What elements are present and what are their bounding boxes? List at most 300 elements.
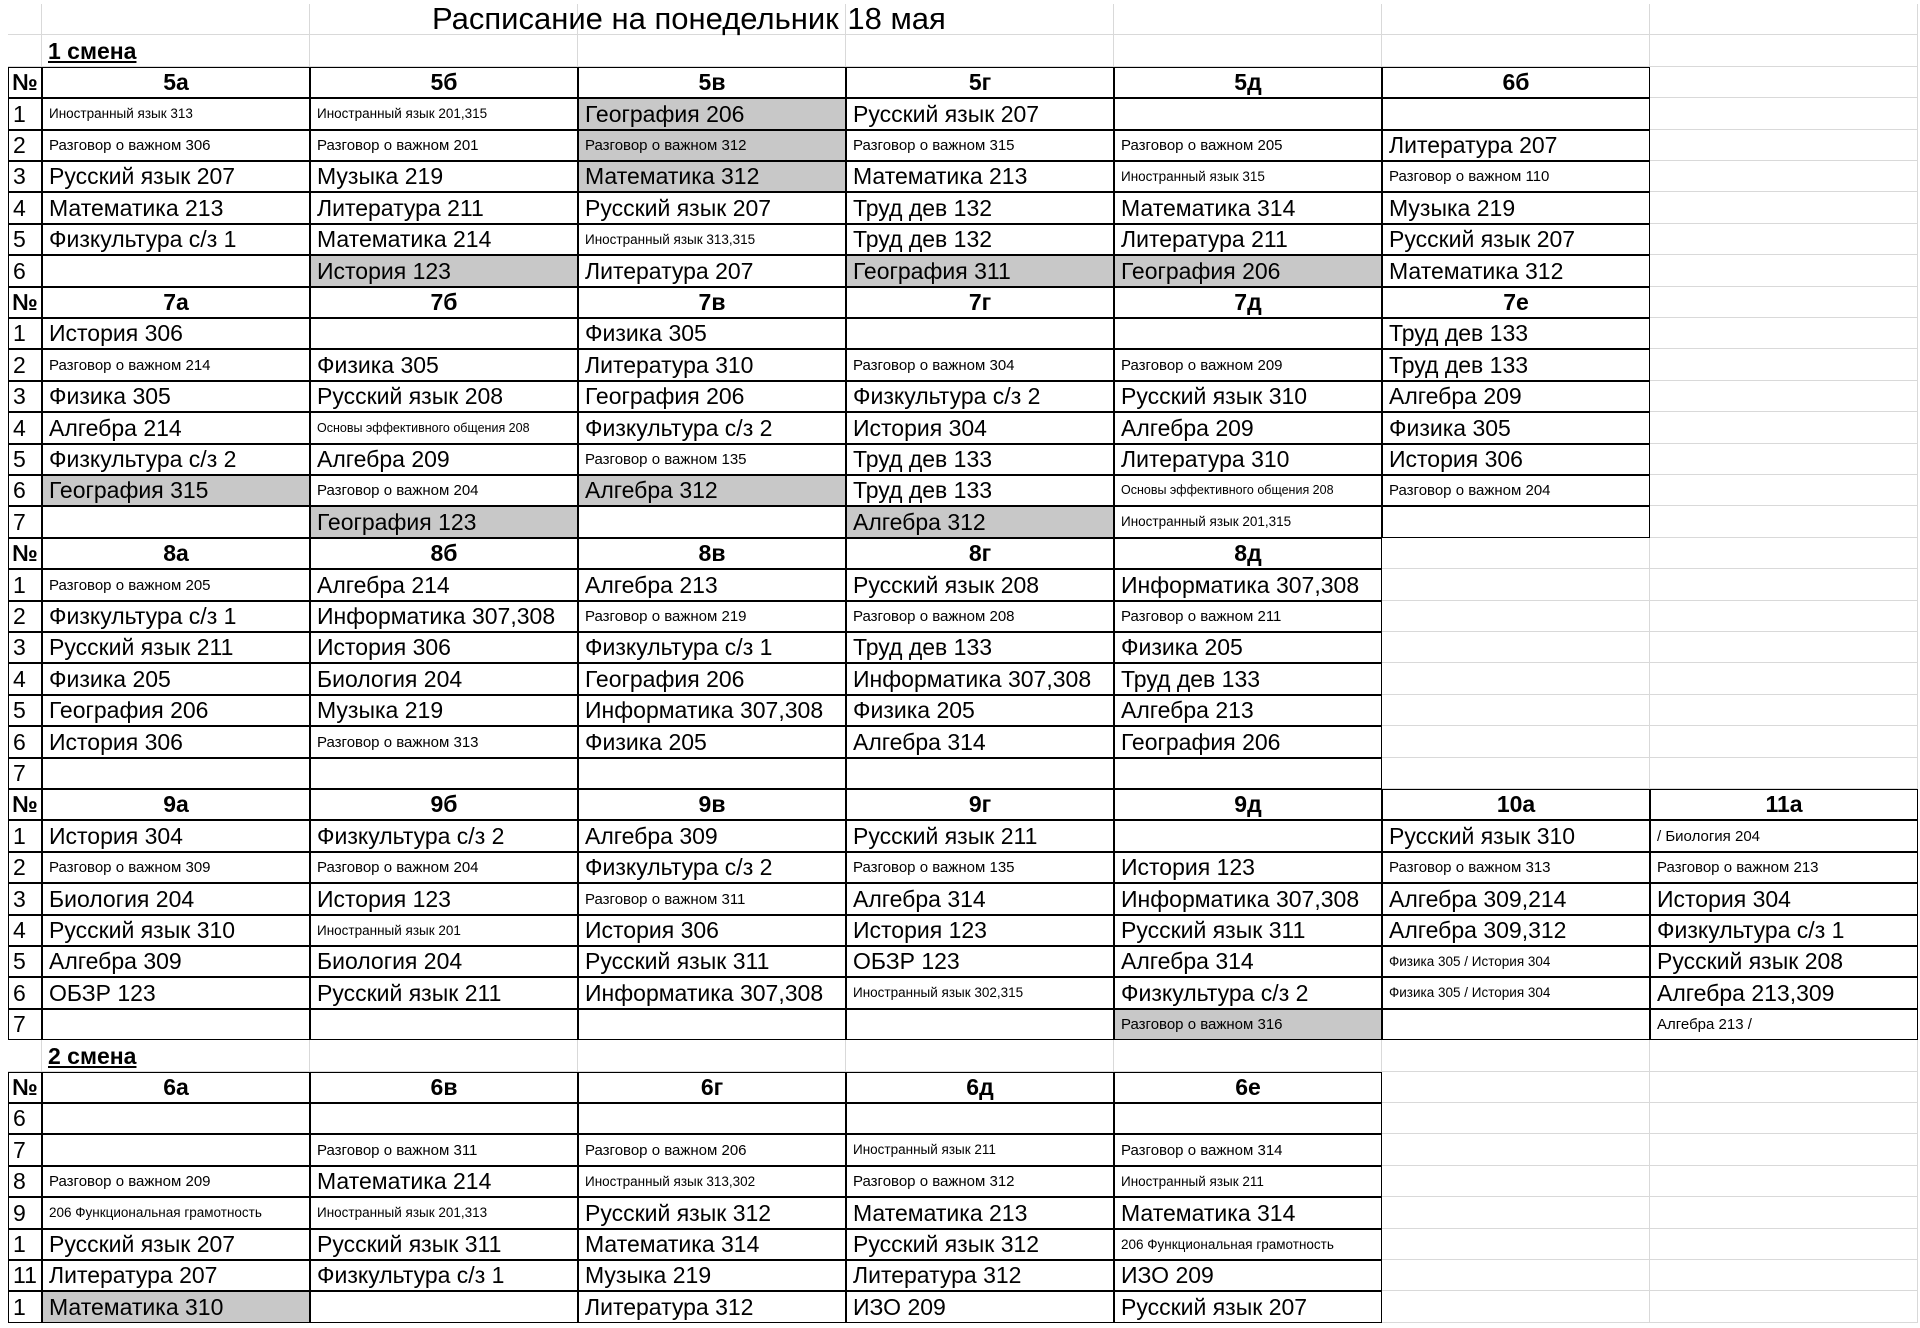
grid-cell: [1650, 1134, 1918, 1166]
lesson-cell: Русский язык 310: [42, 915, 310, 946]
lesson-cell: Иностранный язык 201,315: [310, 98, 578, 130]
grid-cell: [1650, 538, 1918, 569]
lesson-cell: Алгебра 209: [1382, 381, 1650, 412]
lesson-cell: Физкультура с/з 2: [42, 444, 310, 475]
grid-cell: [1382, 569, 1650, 601]
class-header: 7в: [578, 287, 846, 318]
lesson-cell: Русский язык 312: [846, 1229, 1114, 1260]
lesson-cell: Физика 205: [578, 726, 846, 758]
grid-cell: [1650, 161, 1918, 192]
lesson-cell: Иностранный язык 201,313: [310, 1197, 578, 1229]
lesson-cell: ИЗО 209: [846, 1291, 1114, 1323]
grid-cell: [1650, 35, 1918, 67]
lesson-cell: Физкультура с/з 1: [42, 601, 310, 632]
lesson-cell: Физика 305 / История 304: [1382, 977, 1650, 1009]
lesson-cell: Русский язык 311: [1114, 915, 1382, 946]
lesson-cell: География 206: [1114, 255, 1382, 287]
lesson-number: 7: [8, 758, 42, 789]
lesson-cell: [1114, 98, 1382, 130]
grid-cell: [846, 1040, 1114, 1072]
grid-cell: [1114, 1040, 1382, 1072]
lesson-cell: Разговор о важном 204: [1382, 475, 1650, 506]
class-header: 9г: [846, 789, 1114, 820]
grid-cell: [1650, 1197, 1918, 1229]
lesson-cell: Русский язык 208: [1650, 946, 1918, 977]
lesson-cell: Разговор о важном 135: [578, 444, 846, 475]
grid-cell: [1382, 1166, 1650, 1197]
lesson-cell: Иностранный язык 313: [42, 98, 310, 130]
lesson-cell: Алгебра 309,214: [1382, 883, 1650, 915]
grid-cell: [1382, 1072, 1650, 1103]
lesson-number: 4: [8, 915, 42, 946]
grid-cell: [1650, 381, 1918, 412]
lesson-cell: Иностранный язык 201,315: [1114, 506, 1382, 538]
grid-cell: [1382, 538, 1650, 569]
lesson-cell: Разговор о важном 209: [42, 1166, 310, 1197]
lesson-cell: Русский язык 207: [42, 1229, 310, 1260]
lesson-cell: [1114, 758, 1382, 789]
lesson-cell: Труд дев 132: [846, 192, 1114, 224]
grid-cell: [1650, 1166, 1918, 1197]
lesson-cell: ИЗО 209: [1114, 1260, 1382, 1291]
class-header: 5г: [846, 67, 1114, 98]
lesson-cell: Разговор о важном 313: [310, 726, 578, 758]
grid-cell: [1382, 663, 1650, 695]
lesson-cell: Алгебра 312: [578, 475, 846, 506]
grid-cell: [1650, 412, 1918, 444]
class-header: 7е: [1382, 287, 1650, 318]
lesson-cell: [578, 506, 846, 538]
lesson-number: 2: [8, 852, 42, 883]
grid-cell: [1650, 1229, 1918, 1260]
lesson-cell: Алгебра 213 /: [1650, 1009, 1918, 1040]
lesson-cell: География 206: [578, 98, 846, 130]
lesson-cell: Алгебра 209: [310, 444, 578, 475]
lesson-cell: Труд дев 132: [846, 224, 1114, 255]
lesson-cell: География 206: [578, 663, 846, 695]
lesson-cell: [1382, 506, 1650, 538]
class-header: 7д: [1114, 287, 1382, 318]
class-header: 5а: [42, 67, 310, 98]
lesson-cell: Алгебра 213: [1114, 695, 1382, 726]
lesson-cell: История 306: [310, 632, 578, 663]
lesson-cell: История 304: [1650, 883, 1918, 915]
lesson-cell: Разговор о важном 204: [310, 475, 578, 506]
class-header: 8в: [578, 538, 846, 569]
lesson-cell: Математика 213: [846, 1197, 1114, 1229]
grid-cell: [1382, 601, 1650, 632]
lesson-cell: Физкультура с/з 1: [310, 1260, 578, 1291]
lesson-number: 6: [8, 726, 42, 758]
grid-cell: [1382, 1040, 1650, 1072]
grid-cell: [1650, 1260, 1918, 1291]
lesson-number: 4: [8, 412, 42, 444]
lesson-cell: Физкультура с/з 1: [1650, 915, 1918, 946]
lesson-cell: Русский язык 208: [310, 381, 578, 412]
lesson-cell: Музыка 219: [310, 161, 578, 192]
class-header: 11а: [1650, 789, 1918, 820]
lesson-cell: Литература 310: [1114, 444, 1382, 475]
lesson-cell: География 311: [846, 255, 1114, 287]
lesson-cell: Физкультура с/з 2: [578, 412, 846, 444]
grid-cell: [8, 1040, 42, 1072]
lesson-cell: [310, 1291, 578, 1323]
class-header: 9в: [578, 789, 846, 820]
lesson-cell: [310, 1103, 578, 1134]
lesson-cell: Информатика 307,308: [578, 695, 846, 726]
class-header: 7б: [310, 287, 578, 318]
lesson-cell: География 206: [578, 381, 846, 412]
grid-cell: [1650, 1103, 1918, 1134]
lesson-cell: Математика 312: [578, 161, 846, 192]
grid-cell: [1650, 663, 1918, 695]
grid-cell: [1382, 1134, 1650, 1166]
grid-cell: [1650, 4, 1918, 35]
grid-cell: [1650, 255, 1918, 287]
lesson-cell: [846, 1103, 1114, 1134]
lesson-cell: Физкультура с/з 1: [578, 632, 846, 663]
lesson-cell: [310, 318, 578, 349]
class-header: 9б: [310, 789, 578, 820]
lesson-cell: Разговор о важном 213: [1650, 852, 1918, 883]
lesson-cell: Русский язык 207: [578, 192, 846, 224]
lesson-cell: Математика 214: [310, 1166, 578, 1197]
lesson-cell: Труд дев 133: [1382, 318, 1650, 349]
lesson-cell: Биология 204: [310, 946, 578, 977]
lesson-cell: 206 Функциональная грамотность: [1114, 1229, 1382, 1260]
page-title: Расписание на понедельник 18 мая: [432, 0, 946, 36]
class-header: 5д: [1114, 67, 1382, 98]
class-header: 9а: [42, 789, 310, 820]
lesson-cell: Разговор о важном 309: [42, 852, 310, 883]
lesson-number: 8: [8, 1166, 42, 1197]
lesson-cell: [42, 758, 310, 789]
lesson-cell: Физика 305: [578, 318, 846, 349]
lesson-cell: Алгебра 309: [578, 820, 846, 852]
lesson-cell: Разговор о важном 311: [578, 883, 846, 915]
lesson-cell: Математика 213: [42, 192, 310, 224]
lesson-cell: / Биология 204: [1650, 820, 1918, 852]
lesson-cell: [1382, 1009, 1650, 1040]
lesson-cell: Литература 207: [578, 255, 846, 287]
lesson-cell: Математика 314: [1114, 1197, 1382, 1229]
lesson-cell: [42, 506, 310, 538]
grid-cell: [1650, 349, 1918, 381]
lesson-cell: Литература 312: [846, 1260, 1114, 1291]
shift-1-label: 1 смена: [48, 37, 137, 64]
lesson-cell: Русский язык 207: [1382, 224, 1650, 255]
lesson-cell: История 306: [1382, 444, 1650, 475]
grid-cell: [42, 4, 310, 35]
lesson-cell: [578, 1103, 846, 1134]
lesson-cell: [42, 1103, 310, 1134]
class-header: 7г: [846, 287, 1114, 318]
lesson-cell: Разговор о важном 205: [1114, 130, 1382, 161]
lesson-cell: Физика 205: [1114, 632, 1382, 663]
lesson-number: 6: [8, 977, 42, 1009]
class-header: 8г: [846, 538, 1114, 569]
lesson-cell: Разговор о важном 211: [1114, 601, 1382, 632]
lesson-cell: Алгебра 309: [42, 946, 310, 977]
lesson-cell: Разговор о важном 312: [578, 130, 846, 161]
grid-cell: [1382, 695, 1650, 726]
lesson-number: 11: [8, 1260, 42, 1291]
class-header: 6в: [310, 1072, 578, 1103]
number-header: №: [8, 789, 42, 820]
grid-cell: [1114, 35, 1382, 67]
lesson-cell: Разговор о важном 311: [310, 1134, 578, 1166]
lesson-cell: Разговор о важном 206: [578, 1134, 846, 1166]
grid-cell: [1650, 632, 1918, 663]
lesson-number: 6: [8, 1103, 42, 1134]
lesson-cell: Физкультура с/з 2: [1114, 977, 1382, 1009]
lesson-cell: Труд дев 133: [1382, 349, 1650, 381]
lesson-cell: Разговор о важном 313: [1382, 852, 1650, 883]
lesson-number: 4: [8, 663, 42, 695]
grid-cell: [1650, 1040, 1918, 1072]
lesson-number: 1: [8, 318, 42, 349]
grid-cell: [1650, 98, 1918, 130]
lesson-cell: Алгебра 214: [310, 569, 578, 601]
lesson-cell: Информатика 307,308: [1114, 569, 1382, 601]
lesson-cell: Алгебра 214: [42, 412, 310, 444]
lesson-cell: Алгебра 309,312: [1382, 915, 1650, 946]
lesson-cell: Математика 314: [578, 1229, 846, 1260]
lesson-cell: Физика 305: [310, 349, 578, 381]
grid-cell: [1650, 758, 1918, 789]
lesson-cell: Разговор о важном 312: [846, 1166, 1114, 1197]
lesson-cell: Труд дев 133: [846, 632, 1114, 663]
lesson-cell: Алгебра 213,309: [1650, 977, 1918, 1009]
lesson-cell: [42, 255, 310, 287]
lesson-cell: География 206: [1114, 726, 1382, 758]
lesson-cell: Алгебра 312: [846, 506, 1114, 538]
lesson-cell: [846, 318, 1114, 349]
grid-cell: [1382, 1260, 1650, 1291]
lesson-cell: Алгебра 213: [578, 569, 846, 601]
lesson-cell: Разговор о важном 314: [1114, 1134, 1382, 1166]
lesson-cell: Разговор о важном 135: [846, 852, 1114, 883]
lesson-number: 1: [8, 820, 42, 852]
grid-cell: [578, 1040, 846, 1072]
lesson-cell: Математика 214: [310, 224, 578, 255]
lesson-cell: Литература 312: [578, 1291, 846, 1323]
lesson-cell: Русский язык 311: [310, 1229, 578, 1260]
lesson-cell: [1382, 98, 1650, 130]
grid-cell: [1650, 1072, 1918, 1103]
grid-cell: [1650, 67, 1918, 98]
grid-cell: [1382, 1291, 1650, 1323]
lesson-cell: Физкультура с/з 2: [310, 820, 578, 852]
lesson-cell: Труд дев 133: [846, 475, 1114, 506]
grid-cell: [1382, 1103, 1650, 1134]
lesson-cell: [1114, 820, 1382, 852]
lesson-cell: Физика 305 / История 304: [1382, 946, 1650, 977]
lesson-number: 1: [8, 1291, 42, 1323]
lesson-cell: Основы эффективного общения 208: [310, 412, 578, 444]
lesson-cell: Алгебра 314: [1114, 946, 1382, 977]
lesson-cell: Русский язык 211: [42, 632, 310, 663]
lesson-cell: История 304: [846, 412, 1114, 444]
lesson-number: 2: [8, 349, 42, 381]
lesson-cell: Иностранный язык 211: [1114, 1166, 1382, 1197]
class-header: 5в: [578, 67, 846, 98]
lesson-cell: [578, 1009, 846, 1040]
class-header: 9д: [1114, 789, 1382, 820]
lesson-number: 2: [8, 601, 42, 632]
lesson-cell: Иностранный язык 302,315: [846, 977, 1114, 1009]
grid-cell: [1382, 1197, 1650, 1229]
grid-cell: [1650, 130, 1918, 161]
class-header: 8б: [310, 538, 578, 569]
lesson-cell: ОБЗР 123: [42, 977, 310, 1009]
lesson-cell: Математика 312: [1382, 255, 1650, 287]
lesson-cell: Разговор о важном 306: [42, 130, 310, 161]
lesson-cell: Русский язык 211: [846, 820, 1114, 852]
lesson-cell: Математика 314: [1114, 192, 1382, 224]
class-header: 7а: [42, 287, 310, 318]
lesson-cell: Информатика 307,308: [310, 601, 578, 632]
class-header: 6а: [42, 1072, 310, 1103]
lesson-cell: Информатика 307,308: [578, 977, 846, 1009]
shift-2-label: 2 смена: [48, 1042, 137, 1069]
lesson-cell: Разговор о важном 316: [1114, 1009, 1382, 1040]
lesson-number: 1: [8, 98, 42, 130]
lesson-cell: Физика 205: [846, 695, 1114, 726]
lesson-cell: Литература 211: [1114, 224, 1382, 255]
lesson-cell: ОБЗР 123: [846, 946, 1114, 977]
lesson-number: 5: [8, 695, 42, 726]
lesson-cell: Физика 305: [42, 381, 310, 412]
lesson-cell: Биология 204: [42, 883, 310, 915]
lesson-number: 5: [8, 946, 42, 977]
lesson-cell: Русский язык 207: [1114, 1291, 1382, 1323]
grid-cell: [1382, 758, 1650, 789]
lesson-cell: Музыка 219: [310, 695, 578, 726]
lesson-cell: Математика 213: [846, 161, 1114, 192]
number-header: №: [8, 1072, 42, 1103]
lesson-cell: Разговор о важном 315: [846, 130, 1114, 161]
lesson-number: 6: [8, 255, 42, 287]
lesson-number: 1: [8, 1229, 42, 1260]
lesson-number: 7: [8, 506, 42, 538]
lesson-cell: Физика 305: [1382, 412, 1650, 444]
grid-cell: [1650, 601, 1918, 632]
lesson-number: 4: [8, 192, 42, 224]
grid-cell: [1382, 35, 1650, 67]
grid-cell: [1650, 192, 1918, 224]
grid-cell: [1382, 726, 1650, 758]
lesson-cell: Иностранный язык 315: [1114, 161, 1382, 192]
grid-cell: [1650, 695, 1918, 726]
lesson-cell: География 315: [42, 475, 310, 506]
grid-cell: [1650, 1291, 1918, 1323]
lesson-cell: История 304: [42, 820, 310, 852]
lesson-number: 5: [8, 224, 42, 255]
grid-cell: [8, 35, 42, 67]
class-header: 6г: [578, 1072, 846, 1103]
lesson-cell: Информатика 307,308: [1114, 883, 1382, 915]
number-header: №: [8, 67, 42, 98]
lesson-cell: Разговор о важном 110: [1382, 161, 1650, 192]
lesson-number: 3: [8, 883, 42, 915]
grid-cell: [1382, 1229, 1650, 1260]
lesson-number: 2: [8, 130, 42, 161]
lesson-cell: Русский язык 310: [1114, 381, 1382, 412]
lesson-cell: Музыка 219: [578, 1260, 846, 1291]
lesson-cell: Разговор о важном 304: [846, 349, 1114, 381]
lesson-number: 3: [8, 161, 42, 192]
lesson-cell: История 306: [42, 318, 310, 349]
lesson-cell: Иностранный язык 313,302: [578, 1166, 846, 1197]
class-header: 6б: [1382, 67, 1650, 98]
class-header: 10а: [1382, 789, 1650, 820]
grid-cell: [1382, 632, 1650, 663]
lesson-cell: Русский язык 211: [310, 977, 578, 1009]
lesson-cell: Литература 211: [310, 192, 578, 224]
lesson-cell: [42, 1134, 310, 1166]
lesson-cell: Музыка 219: [1382, 192, 1650, 224]
lesson-cell: История 306: [578, 915, 846, 946]
grid-cell: [1650, 475, 1918, 506]
lesson-cell: Иностранный язык 313,315: [578, 224, 846, 255]
lesson-number: 7: [8, 1134, 42, 1166]
lesson-cell: Информатика 307,308: [846, 663, 1114, 695]
lesson-cell: Разговор о важном 219: [578, 601, 846, 632]
lesson-cell: Физика 205: [42, 663, 310, 695]
grid-cell: [1650, 318, 1918, 349]
class-header: 6е: [1114, 1072, 1382, 1103]
lesson-cell: Русский язык 310: [1382, 820, 1650, 852]
grid-cell: [1382, 4, 1650, 35]
lesson-cell: [578, 758, 846, 789]
lesson-cell: История 123: [310, 255, 578, 287]
lesson-cell: Биология 204: [310, 663, 578, 695]
grid-cell: [578, 35, 846, 67]
lesson-cell: Русский язык 207: [42, 161, 310, 192]
grid-cell: [1650, 287, 1918, 318]
lesson-cell: Разговор о важном 214: [42, 349, 310, 381]
lesson-number: 6: [8, 475, 42, 506]
lesson-cell: Основы эффективного общения 208: [1114, 475, 1382, 506]
number-header: №: [8, 538, 42, 569]
lesson-cell: Литература 207: [1382, 130, 1650, 161]
lesson-cell: Физкультура с/з 2: [578, 852, 846, 883]
lesson-cell: Русский язык 312: [578, 1197, 846, 1229]
lesson-cell: Разговор о важном 208: [846, 601, 1114, 632]
lesson-cell: [1114, 318, 1382, 349]
lesson-cell: История 123: [310, 883, 578, 915]
class-header: 6д: [846, 1072, 1114, 1103]
lesson-cell: Литература 310: [578, 349, 846, 381]
lesson-cell: История 306: [42, 726, 310, 758]
lesson-cell: Алгебра 314: [846, 883, 1114, 915]
lesson-cell: Алгебра 209: [1114, 412, 1382, 444]
lesson-number: 5: [8, 444, 42, 475]
class-header: 5б: [310, 67, 578, 98]
lesson-cell: Русский язык 207: [846, 98, 1114, 130]
class-header: 8д: [1114, 538, 1382, 569]
grid-cell: [1650, 726, 1918, 758]
lesson-cell: Литература 207: [42, 1260, 310, 1291]
lesson-cell: География 123: [310, 506, 578, 538]
number-header: №: [8, 287, 42, 318]
lesson-cell: Разговор о важном 205: [42, 569, 310, 601]
lesson-cell: [310, 758, 578, 789]
lesson-cell: Алгебра 314: [846, 726, 1114, 758]
lesson-cell: География 206: [42, 695, 310, 726]
lesson-cell: Труд дев 133: [1114, 663, 1382, 695]
